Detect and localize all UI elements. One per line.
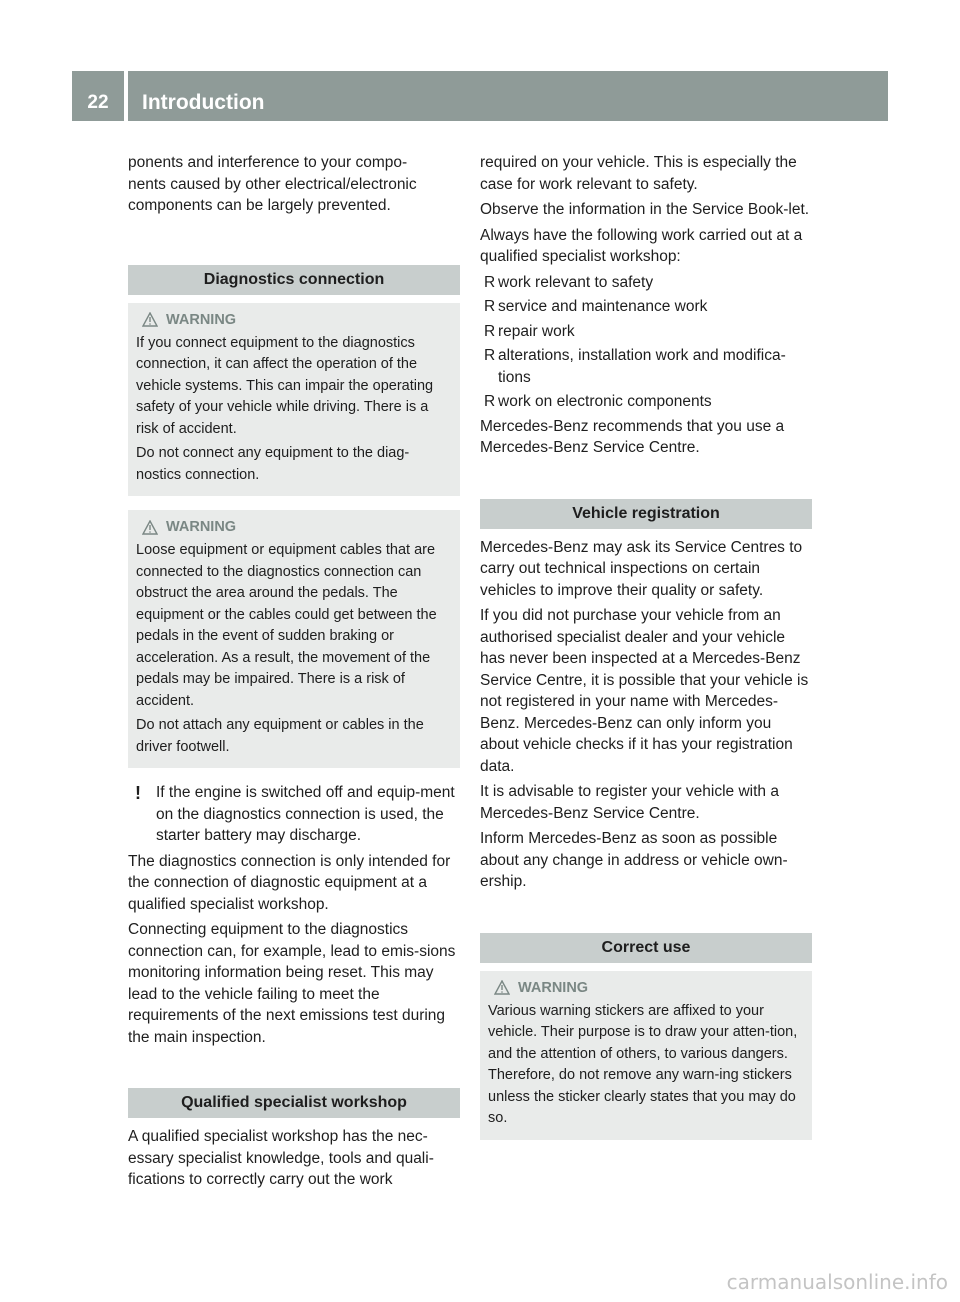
page-number: 22 <box>87 92 109 113</box>
battery-note <box>128 782 460 847</box>
vehicle-registration-heading: Vehicle registration <box>480 499 812 529</box>
warning-text: Various warning stickers are affixed to your vehicle. Their purpose is to draw your atten-tion, and the attention of others, to various dangers. Therefore, do not remove any warn-ing stickers unless the sticker clearly states that you may do so. <box>488 1002 798 1126</box>
paragraph-observe: Observe the information in the Service Book-let. <box>480 201 810 218</box>
paragraph-qualified-workshop: A qualified specialist workshop has the nec-essary specialist knowledge, tools and quali-fications to correctly carry out the work <box>128 1128 434 1188</box>
warning-box-diagnostics <box>128 303 460 497</box>
warning-triangle-icon <box>142 312 158 327</box>
list-item: R service and maintenance work <box>480 296 812 318</box>
exclamation-note-icon: ! <box>135 783 141 803</box>
header-section-title: Introduction <box>142 91 265 114</box>
paragraph-registration-4: Inform Mercedes-Benz as soon as possible about any change in address or vehicle own-ership. <box>480 830 788 890</box>
warning-header <box>494 977 804 999</box>
list-item: R work on electronic components <box>480 391 812 413</box>
warning-box-pedals <box>128 510 460 768</box>
intro-paragraph: ponents and interference to your compo- nents caused by other electrical/electronic components can be largely prevented. <box>128 154 417 214</box>
qualified-workshop-heading: Qualified specialist workshop <box>128 1088 460 1118</box>
bullet-icon: R <box>484 273 496 291</box>
list-item: R alterations, installation work and modifica-tions <box>484 347 786 386</box>
warning-text: Do not connect any equipment to the diag-nostics connection. <box>136 445 410 483</box>
right-column <box>480 152 812 1140</box>
warning-box-stickers <box>480 971 812 1140</box>
list-item: R work relevant to safety <box>480 272 812 294</box>
paragraph-always: Always have the following work carried out at a qualified specialist workshop: <box>480 226 803 265</box>
workshop-work-list <box>480 272 812 413</box>
page-header <box>72 71 888 121</box>
warning-label: WARNING <box>166 519 237 535</box>
paragraph-registration-1: Mercedes-Benz may ask its Service Centres to carry out technical inspections on certain vehicles to improve their quality or safety. <box>480 538 803 599</box>
bullet-icon: R <box>484 322 496 340</box>
bullet-icon: R <box>484 393 496 410</box>
warning-header <box>142 516 452 538</box>
diagnostics-connection-heading: Diagnostics connection <box>128 265 460 295</box>
warning-header <box>142 309 452 331</box>
paragraph-registration-2: If you did not purchase your vehicle from an authorised specialist dealer and your vehicle has never been inspected at a Mercedes-Benz Service Centre, it is possible that your vehicle is not registered in your name with Mercedes-Benz. Mercedes-Benz can only inform you about vehicle checks if it has your registration data. <box>480 607 809 775</box>
paragraph-connecting: Connecting equipment to the diagnostics connection can, for example, lead to emis-sions monitoring information being reset. This may lead to the vehicle failing to meet the requirements of the next emissions test during the main inspection. <box>128 921 456 1046</box>
warning-text: Do not attach any equipment or cables in the driver footwell. <box>136 717 424 755</box>
paragraph-registration-3: It is advisable to register your vehicle with a Mercedes-Benz Service Centre. <box>480 783 779 822</box>
warning-label: WARNING <box>166 311 237 328</box>
warning-text: If you connect equipment to the diagnostics connection, it can affect the operation of the vehicle systems. This can impair the operating safety of your vehicle while driving. There is a risk of accident. <box>136 334 434 437</box>
left-column <box>128 152 460 1195</box>
note-text: If the engine is switched off and equip-ment on the diagnostics connection is used, the starter battery may discharge. <box>156 784 455 844</box>
paragraph-recommends: Mercedes-Benz recommends that you use a Mercedes-Benz Service Centre. <box>480 417 785 456</box>
warning-label: WARNING <box>518 979 589 996</box>
warning-text: Loose equipment or equipment cables that are connected to the diagnostics connection can obstruct the area around the pedals. The equipment or the cables could get between the pedals in the event of sudden braking or acceleration. As a result, the movement of the pedals may be impaired. There is a risk of accident. <box>136 542 437 709</box>
header-divider <box>124 71 128 121</box>
correct-use-heading: Correct use <box>480 933 812 963</box>
warning-triangle-icon <box>494 980 510 995</box>
list-item: R repair work <box>480 321 812 343</box>
warning-triangle-icon <box>142 520 158 535</box>
watermark-text: carmanualsonline.info <box>726 1270 948 1294</box>
paragraph-intended: The diagnostics connection is only intended for the connection of diagnostic equipment at a qualified specialist workshop. <box>128 852 451 913</box>
bullet-icon: R <box>484 298 496 315</box>
bullet-icon: R <box>484 347 496 364</box>
paragraph-required: required on your vehicle. This is especially the case for work relevant to safety. <box>480 154 797 193</box>
